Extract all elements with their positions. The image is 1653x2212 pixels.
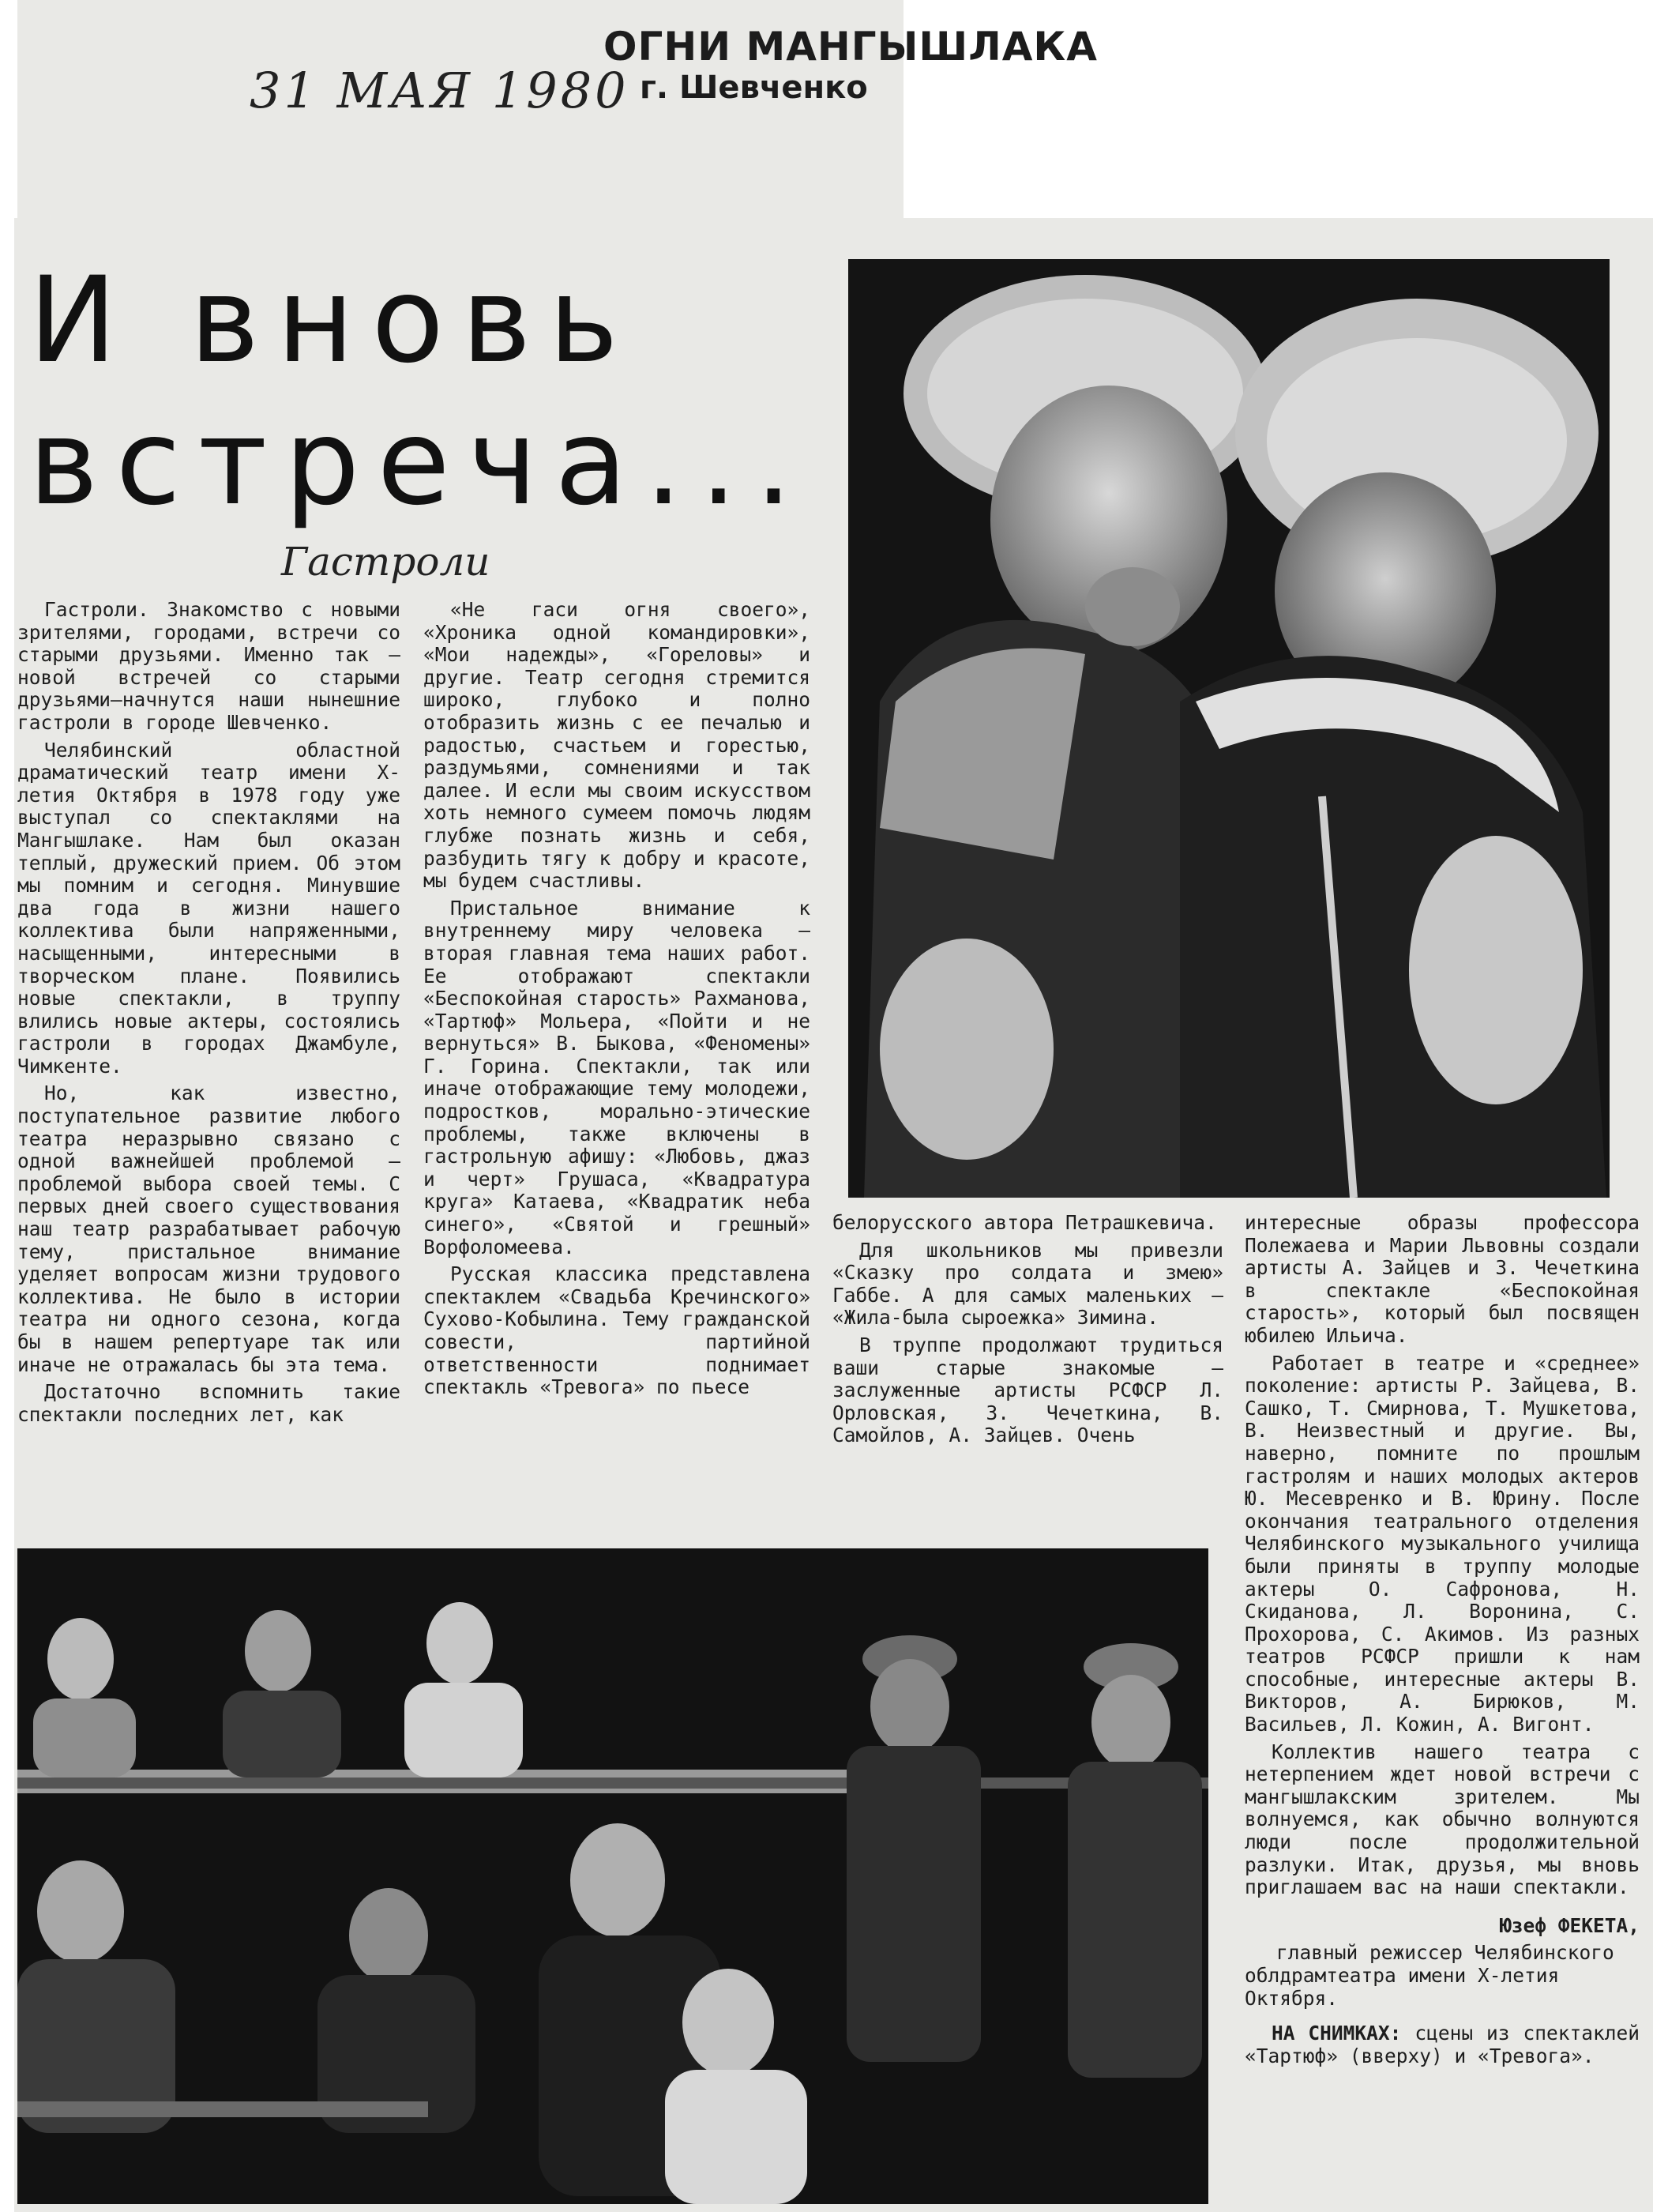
stamp-city: г. Шевченко <box>640 70 868 106</box>
photo-tartuffe-image <box>848 259 1610 1198</box>
article-column-2 <box>423 599 810 1404</box>
paragraph: В труппе продолжают трудиться ваши старые знакомые — заслуженные артисты РСФСР Л. Орловская, З. Чечеткина, В. Самойлов, А. Зайцев. Очень <box>832 1333 1223 1447</box>
paragraph: белорусского автора Петрашкевича. <box>832 1211 1217 1234</box>
article-column-1 <box>17 599 400 1431</box>
author-name: Юзеф ФЕКЕТА, <box>1499 1913 1640 1937</box>
paragraph: Коллектив нашего театра с нетерпением ждет новой встречи с мангышлакским зрителем. Мы волнуемся, как обычно волнуются люди после продолжительной разлуки. Итак, друзья, мы вновь приглашаем вас на наши спектакли. <box>1245 1740 1640 1899</box>
paragraph: Но, как известно, поступательное развитие любого театра неразрывно связано с одной важнейшей проблемой — проблемой выбора своей темы. С первых дней своего существования наш театр разрабатывает рабочую тему, пристальное внимание уделяет вопросам жизни трудового коллектива. Не было в истории театра ни одного сезона, когда бы в нашем репертуаре так или иначе не отражалась бы эта тема. <box>17 1082 400 1376</box>
caption-label: НА СНИМКАХ: <box>1272 2022 1402 2045</box>
article-column-4 <box>1245 1212 1640 2072</box>
photo-caption <box>1245 2022 1640 2067</box>
paragraph: Челябинский областной драматический театр имени Х-летия Октября в 1978 году уже выступал со спектаклями на Мангышлаке. Нам был оказан теплый, дружеский прием. Об этом мы помним и сегодня. Минувшие два года в жизни нашего коллектива были напряженными, насыщенными, интересными в творческом плане. Появились новые спектакли, в труппу влились новые актеры, состоялись гастроли в городах Джамбуле, Чимкенте. <box>17 738 400 1078</box>
article-headline: И вновь встреча... <box>28 252 810 532</box>
paragraph: Для школьников мы привезли «Сказку про солдата и змею» Габбе. А для самых маленьких — «Жила-была сыроежка» Зимина. <box>832 1238 1223 1330</box>
article-rubric: Гастроли <box>281 539 490 585</box>
caption-text: сцены из спектаклей «Тартюф» (вверху) и «Тревога». <box>1245 2022 1640 2067</box>
photo-trevoga-scene <box>17 1548 1208 2204</box>
paragraph: Русская классика представлена спектаклем «Свадьба Кречинского» Сухово-Кобылина. Тему гражданской совести, партийной ответственности поднимает спектакль «Тревога» по пьесе <box>423 1262 810 1399</box>
paragraph: Работает в театре и «среднее» поколение: артисты Р. Зайцева, В. Сашко, Т. Смирнова, Т. Мушкетова, В. Неизвестный и другие. Вы, наверно, помните по прошлым гастролям и наших молодых актеров Ю. Месевренко и В. Юрину. После окончания театрального отделения Челябинского музыкального училища были приняты в труппу молодые актеры О. Сафронова, Н. Скиданова, Л. Воронина, С. Прохорова, С. Акимов. Из разных театров РСФСР пришли к нам способные, интересные актеры В. Викторов, А. Бирюков, М. Васильев, Л. Кожин, А. Вигонт. <box>1245 1351 1640 1736</box>
paragraph: «Не гаси огня своего», «Хроника одной командировки», «Мои надежды», «Гореловы» и другие. Театр сегодня стремится широко, глубоко и полно отобразить жизнь с ее печалью и радостью, счастьем и горестью, раздумьями, сомнениями и так далее. И если мы своим искусством хоть немного сумеем помочь людям глубже познать жизнь и себя, разбудить тягу к добру и красоте, мы будем счастливы. <box>423 598 810 893</box>
article-column-3 <box>832 1212 1223 1452</box>
stamp-newspaper-name: ОГНИ МАНГЫШЛАКА <box>603 24 1098 70</box>
paragraph: Пристальное внимание к внутреннему миру человека — вторая главная тема наших работ. Ее отображают спектакли «Беспокойная старость» Рахманова, «Тартюф» Мольера, «Пойти и не вернуться» В. Быкова, «Феномены» Г. Горина. Спектакли, так или иначе отображающие тему молодежи, подростков, морально-этические проблемы, также включены в гастрольную афишу: «Любовь, джаз и черт» Грушаса, «Квадратура круга» Катаева, «Квадратик неба синего», «Святой и грешный» Ворфоломеева. <box>423 896 810 1258</box>
photo-tartuffe-scene <box>848 259 1610 1198</box>
stamp-date: 31 МАЯ 1980 <box>250 62 629 119</box>
paragraph: интересные образы профессора Полежаева и Марии Львовны создали артисты А. Зайцев и З. Чечеткина в спектакле «Беспокойная старость», который был посвящен юбилею Ильича. <box>1245 1211 1640 1347</box>
photo-trevoga-image <box>17 1548 1208 2204</box>
paragraph: Достаточно вспомнить такие спектакли последних лет, как <box>17 1380 400 1426</box>
paragraph: Гастроли. Знакомство с новыми зрителями, городами, встречи со старыми друзьями. Именно так — новой встречей со старыми друзьями—начнутся наши нынешние гастроли в городе Шевченко. <box>17 598 400 734</box>
author-title: главный режиссер Челябинского облдрамтеатра имени Х-летия Октября. <box>1245 1941 1614 2010</box>
